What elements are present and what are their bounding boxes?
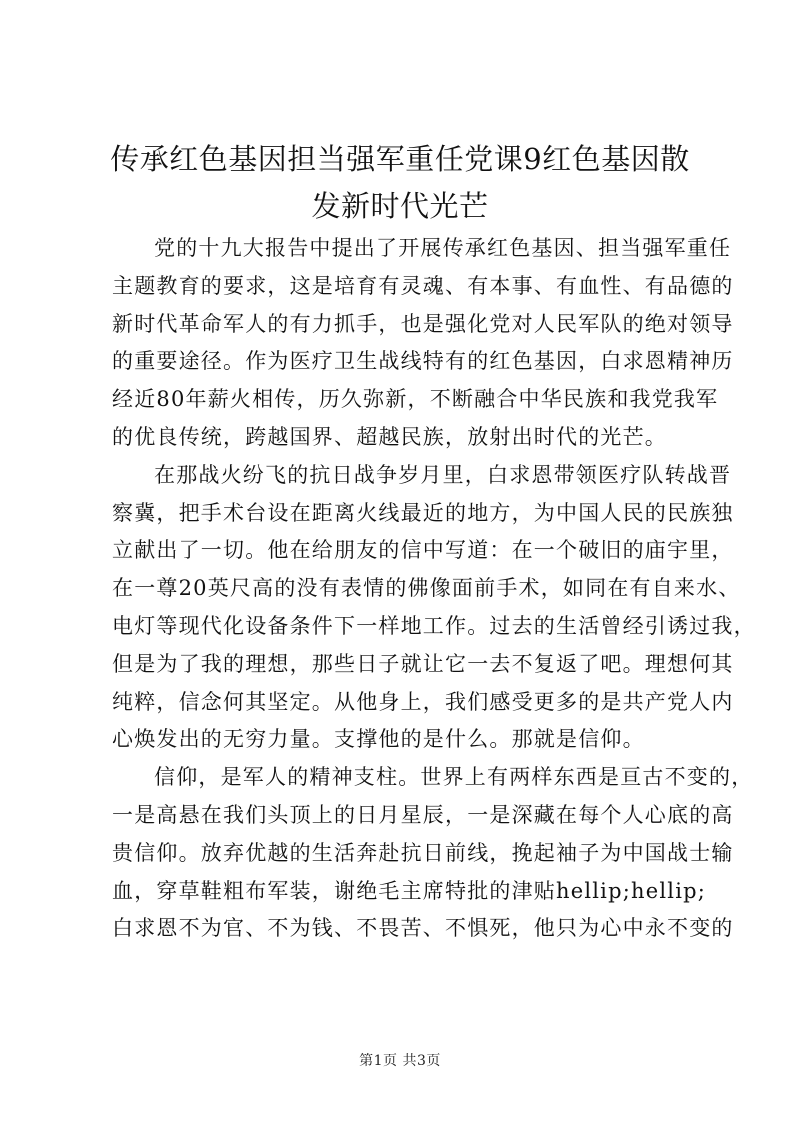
text-line: 党的十九大报告中提出了开展传承红色基因、担当强军重任 [154, 236, 732, 260]
title-line: 发新时代光芒 [311, 189, 489, 223]
text-line: 白求恩不为官、不为钱、不畏苦、不惧死，他只为心中永不变的 [112, 916, 734, 941]
text-line: 心焕发出的无穷力量。支撑他的是什么。那就是信仰。 [112, 727, 645, 752]
text-line: 在一尊20英尺高的没有表情的佛像面前手术，如同在有自来水、 [112, 576, 741, 601]
text-line: 察冀，把手术台设在距离火线最近的地方，为中国人民的民族独 [112, 500, 734, 525]
paragraph [112, 759, 754, 948]
text-line: 经近80年薪火相传，历久弥新，不断融合中华民族和我党我军 [112, 387, 719, 412]
paragraph [112, 230, 734, 457]
document-body [112, 230, 756, 948]
text-line: 但是为了我的理想，那些日子就让它一去不复返了吧。理想何其 [112, 651, 734, 676]
paragraph [112, 457, 756, 759]
document-title [100, 136, 700, 230]
page-footer: 第1页 共3页 [359, 1053, 441, 1069]
text-line: 的重要途径。作为医疗卫生战线特有的红色基因，白求恩精神历 [112, 349, 734, 374]
text-line: 一是高悬在我们头顶上的日月星辰，一是深藏在每个人心底的高 [112, 802, 734, 827]
text-line: 主题教育的要求，这是培育有灵魂、有本事、有血性、有品德的 [112, 273, 734, 298]
title-line: 传承红色基因担当强军重任党课9红色基因散 [110, 142, 690, 176]
text-line: 贵信仰。放弃优越的生活奔赴抗日前线，挽起袖子为中国战士输 [112, 840, 734, 865]
text-line: 电灯等现代化设备条件下一样地工作。过去的生活曾经引诱过我， [112, 613, 756, 638]
text-line: 的优良传统，跨越国界、超越民族，放射出时代的光芒。 [112, 424, 667, 449]
text-line: 在那战火纷飞的抗日战争岁月里，白求恩带领医疗队转战晋 [154, 462, 732, 487]
text-line: 纯粹，信念何其坚定。从他身上，我们感受更多的是共产党人内 [112, 689, 734, 714]
text-line: 血，穿草鞋粗布军装，谢绝毛主席特批的津贴hellip;hellip; [112, 878, 707, 903]
text-line: 新时代革命军人的有力抓手，也是强化党对人民军队的绝对领导 [112, 311, 734, 336]
text-line: 立献出了一切。他在给朋友的信中写道：在一个破旧的庙宇里， [112, 538, 734, 563]
text-line: 信仰，是军人的精神支柱。世界上有两样东西是亘古不变的， [154, 765, 754, 790]
